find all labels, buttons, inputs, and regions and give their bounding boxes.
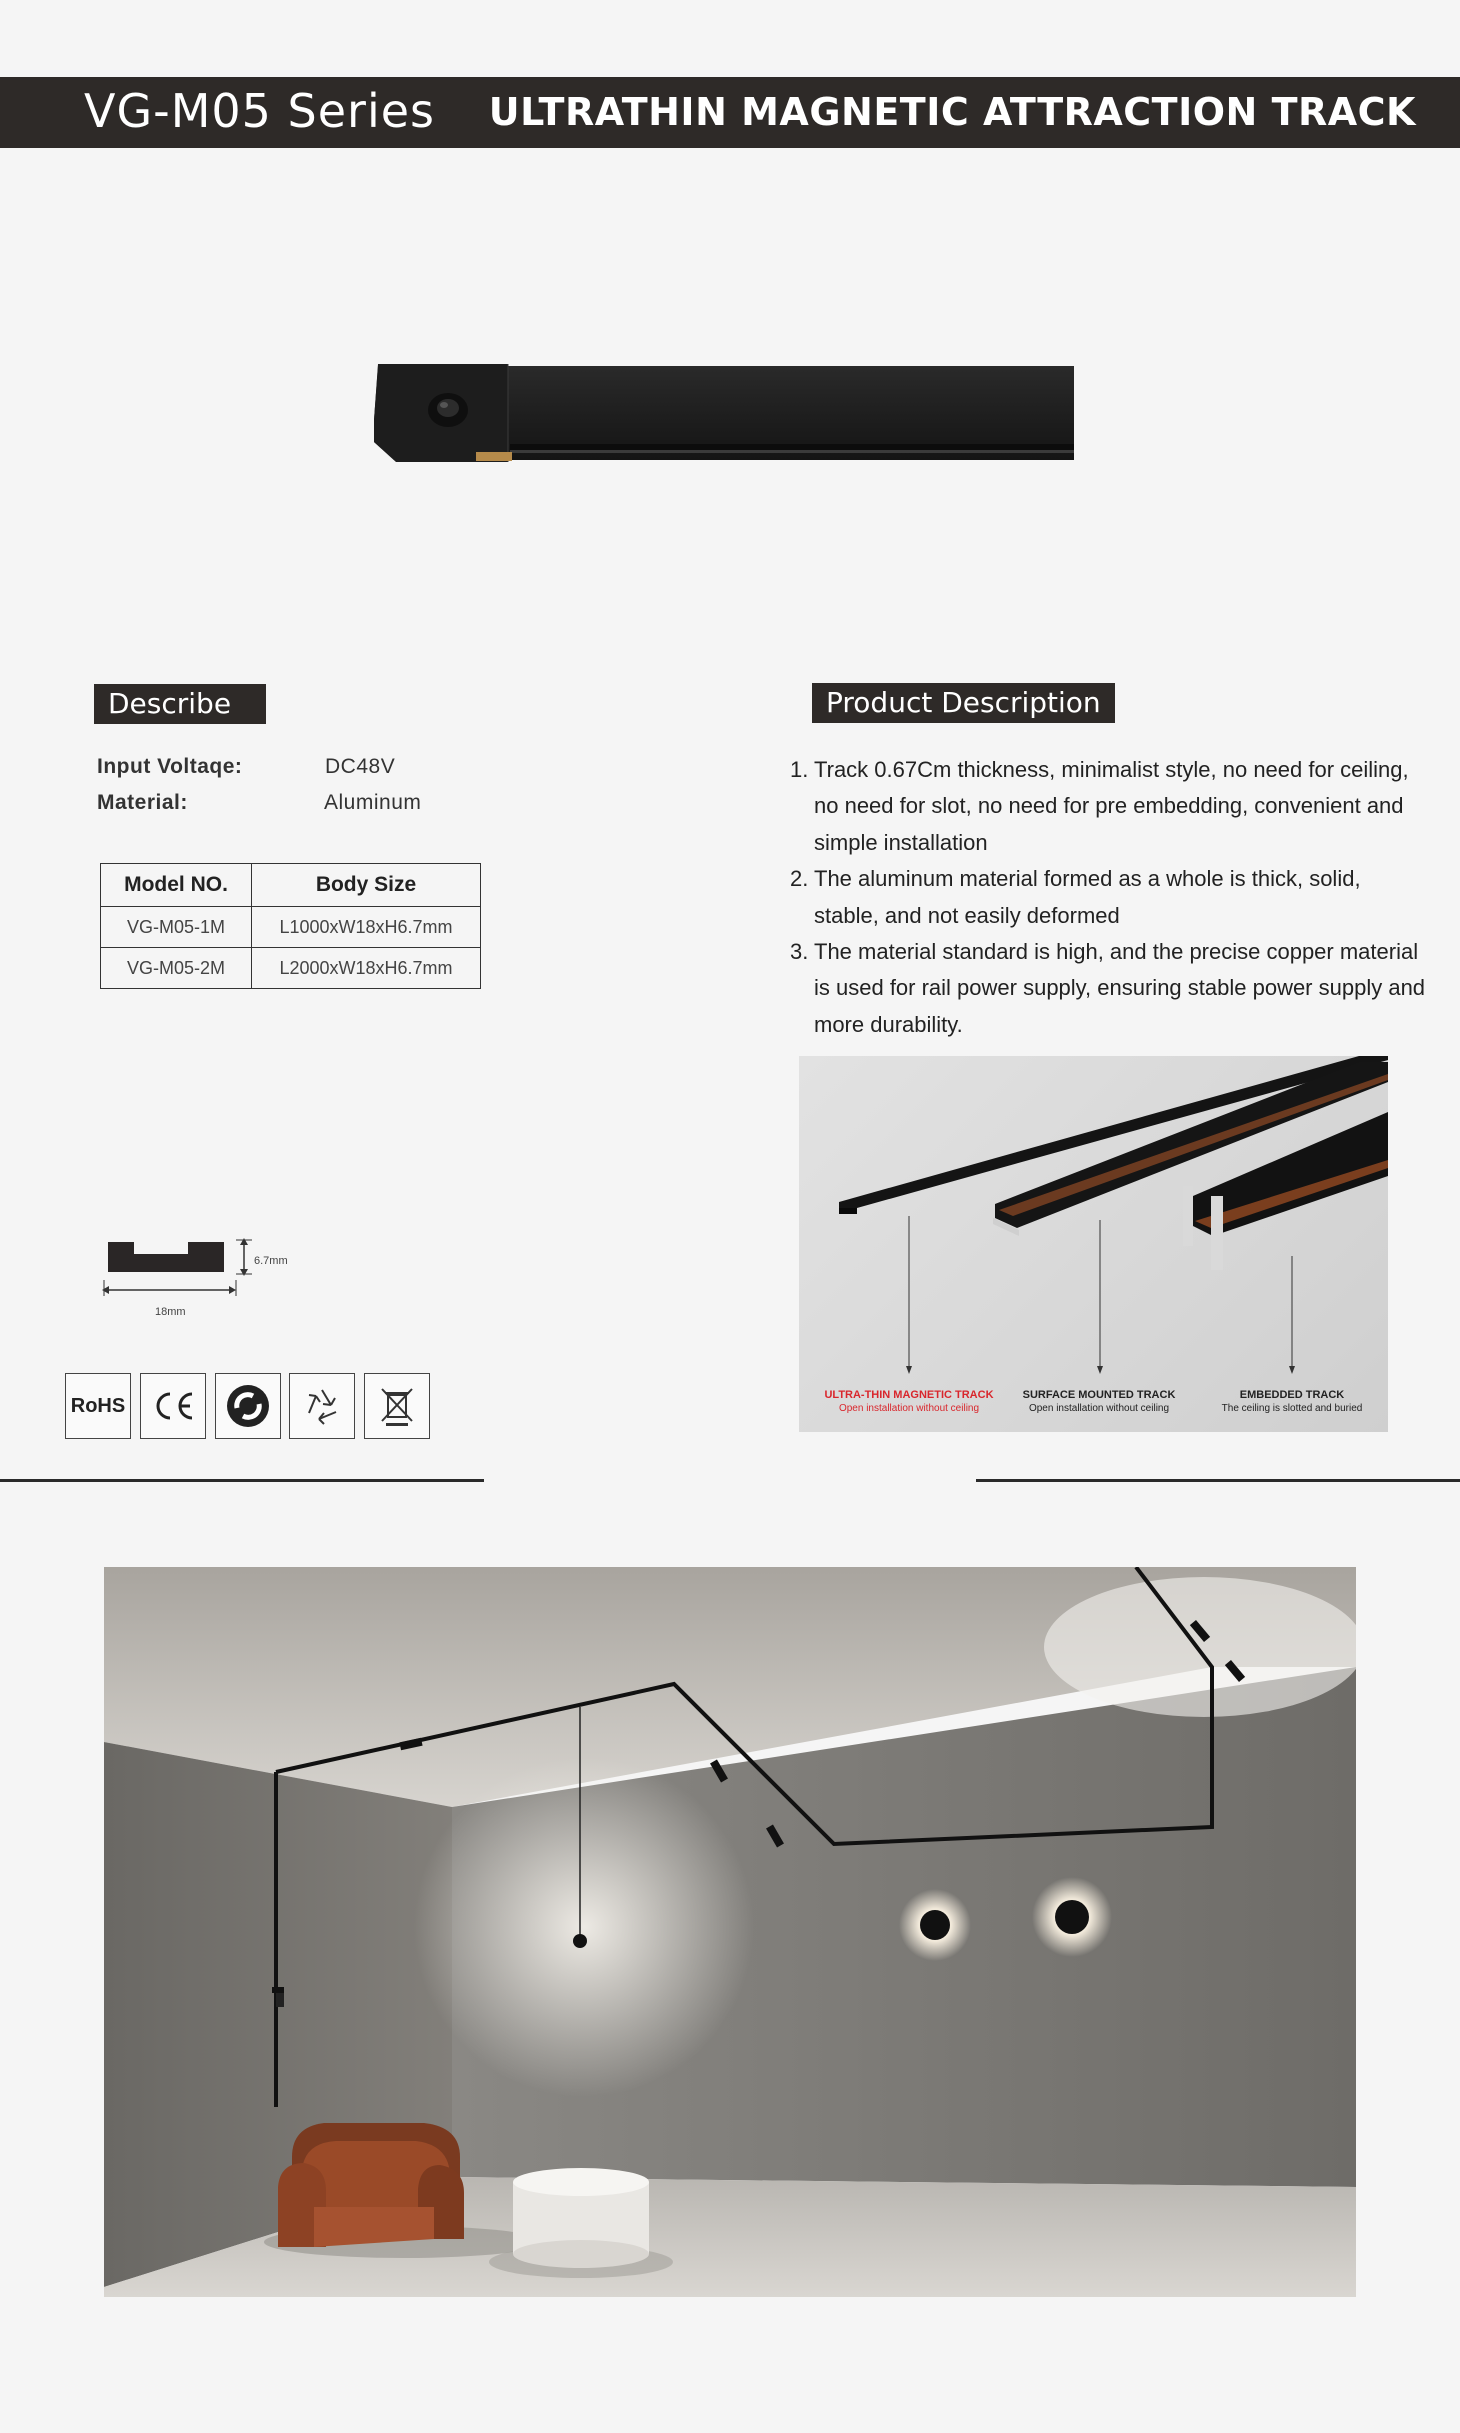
table-row [101, 907, 481, 948]
table-cell: L1000xW18xH6.7mm [252, 907, 481, 948]
room-installation-image [104, 1567, 1356, 2297]
green-dot-icon [215, 1373, 281, 1439]
list-item-text: The aluminum material formed as a whole is thick, solid, stable, and not easily deformed [814, 866, 1361, 928]
description-list [790, 752, 1430, 1043]
product-tagline: ULTRATHIN MAGNETIC ATTRACTION TRACK [488, 90, 1416, 134]
list-item [790, 934, 1430, 1043]
list-item-text: The material standard is high, and the precise copper material is used for rail power supply, ensuring stable power supply and more durability. [814, 939, 1426, 1037]
track-type-title: EMBEDDED TRACK [1239, 1389, 1345, 1401]
spec-label-voltage: Input Voltaqe: [97, 755, 243, 778]
track-type-title: SURFACE MOUNTED TRACK [1022, 1389, 1176, 1401]
profile-width-label: 18mm [155, 1306, 186, 1318]
table-cell: L2000xW18xH6.7mm [252, 948, 481, 989]
track-comparison-image [799, 1056, 1388, 1432]
spec-label-material: Material: [97, 791, 188, 814]
track-type-subtitle: Open installation without ceiling [1028, 1403, 1170, 1414]
ce-mark-icon [140, 1373, 206, 1439]
rohs-label: RoHS [70, 1394, 126, 1417]
spec-value-material: Aluminum [324, 791, 422, 814]
list-item-number: 3. [790, 939, 809, 965]
section-divider [0, 1479, 484, 1482]
list-item-number: 1. [790, 757, 809, 782]
spec-table [100, 863, 481, 989]
rohs-icon [65, 1373, 131, 1439]
profile-height-label: 6.7mm [254, 1255, 288, 1267]
track-product-image [360, 350, 1090, 490]
list-item [790, 861, 1430, 934]
profile-cross-section-diagram [96, 1232, 306, 1322]
table-row [101, 948, 481, 989]
track-type-subtitle: Open installation without ceiling [838, 1403, 980, 1414]
series-title: VG-M05 Series [84, 84, 436, 138]
table-header-row [101, 864, 481, 907]
track-type-title: ULTRA-THIN MAGNETIC TRACK [824, 1389, 994, 1401]
weee-bin-icon [364, 1373, 430, 1439]
product-description-heading: Product Description [812, 683, 1115, 723]
list-item-number: 2. [790, 866, 809, 892]
list-item-text: Track 0.67Cm thickness, minimalist style, no need for ceiling, no need for slot, no need for pre embedding, convenient and simple installation [814, 757, 1409, 855]
table-cell: VG-M05-2M [101, 948, 252, 989]
track-type-subtitle: The ceiling is slotted and buried [1221, 1403, 1363, 1414]
list-item [790, 752, 1430, 861]
describe-heading: Describe [94, 684, 266, 724]
spec-value-voltage: DC48V [325, 755, 396, 778]
recycle-icon [289, 1373, 355, 1439]
section-divider [976, 1479, 1460, 1482]
table-header: Body Size [252, 864, 481, 907]
table-cell: VG-M05-1M [101, 907, 252, 948]
table-header: Model NO. [101, 864, 252, 907]
